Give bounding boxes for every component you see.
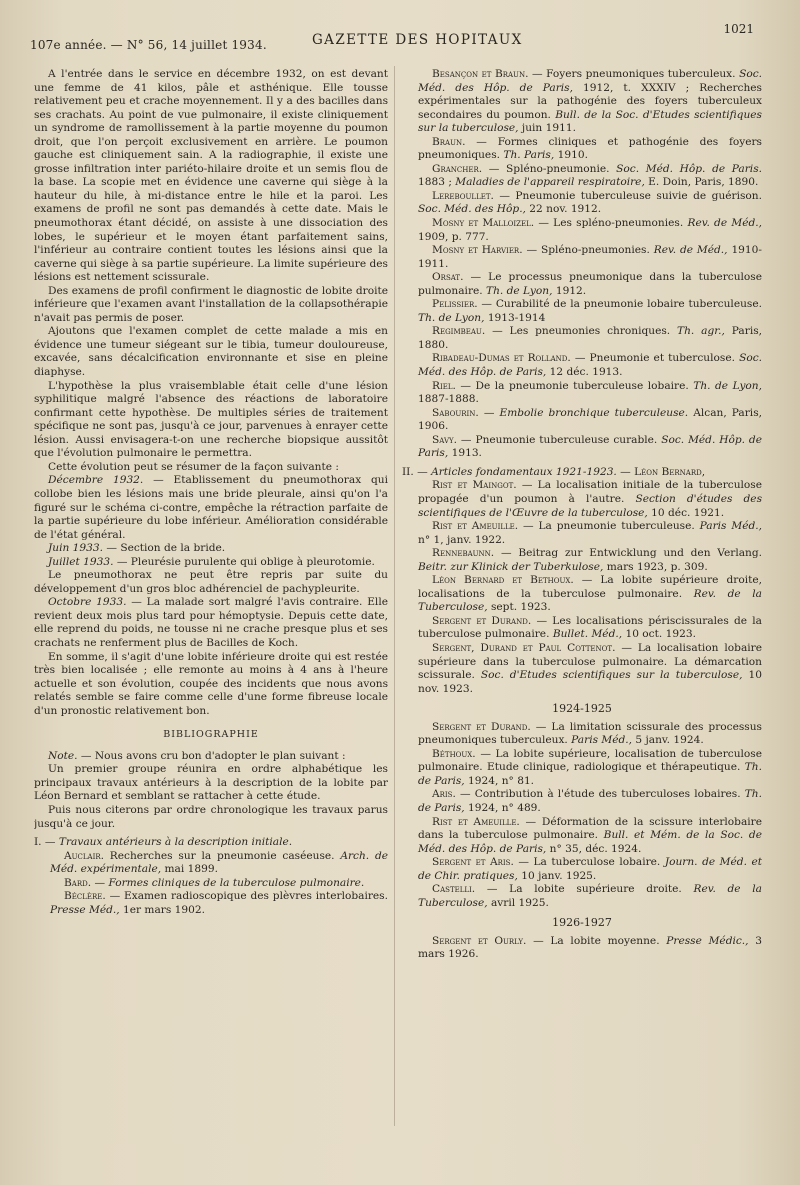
- reference-entry: Mosny et Harvier. — Spléno-pneumonies. Rev. de Méd., 1910-1911.: [418, 244, 762, 270]
- reference-entry: Sergent et Durand. — Les localisations périscissurales de la tuberculose pulmonaire. Bullet. Méd., 10 oct. 1923.: [418, 614, 762, 641]
- reference-entry: Bard. — Formes cliniques de la tuberculose pulmonaire.: [64, 876, 365, 889]
- bibliography-note: Note. — Nous avons cru bon d'adopter le plan suivant :: [48, 749, 346, 762]
- reference-entry: Regimbeau. — Les pneumonies chroniques. Th. agr., Paris, 1880.: [418, 325, 762, 351]
- bibliography-heading: BIBLIOGRAPHIE: [163, 729, 259, 741]
- reference-entry: Sergent et Ourly. — La lobite moyenne. Presse Médic., 3 mars 1926.: [418, 934, 762, 961]
- evolution-entry: Décembre 1932. — Etablissement du pneumothorax qui collobe bien les lésions mais une bride pleurale, ainsi qu'on l'a figuré sur le schéma ci-contre, empêche la rétraction parfaite de la partie supérieure du lobe inférieur. Amélioration considérable de l'état général.: [34, 474, 388, 541]
- reference-entry: Riel. — De la pneumonie tuberculeuse lobaire. Th. de Lyon, 1887-1888.: [418, 379, 762, 406]
- evolution-entry: Juin 1933. — Section de la bride.: [48, 542, 226, 555]
- reference-entry: Béclère. — Examen radioscopique des plèvres interlobaires. Presse Méd., 1er mars 1902.: [50, 890, 388, 916]
- body-paragraph: Le pneumothorax ne peut être repris par suite du développement d'un gros bloc adhérenciel de pachypleurite.: [34, 569, 388, 595]
- reference-entry: Orsat. — Le processus pneumonique dans la tuberculose pulmonaire. Th. de Lyon, 1912.: [418, 271, 762, 297]
- left-column: [34, 68, 388, 1178]
- body-paragraph: A l'entrée dans le service en décembre 1932, on est devant une femme de 41 kilos, pâle et asthénique. Elle tousse relativement peu et crache moyennement. Il y a des bacilles dans ses crachats. Au point de vue pulmonaire, il existe cliniquement un syndrome de ramollissement à la partie moyenne du poumon droit, que l'on perçoit exclusivement en arrière. Le poumon gauche est cliniquement sain. A la radiographie, il existe une grosse infiltration inter pariéto-hilaire droite et un semis flou de la base. La scopie met en évidence une caverne qui siège à la hauteur du hile, à mi-distance entre le hile et la paroi. Les examens de profil ne sont pas demandés à cette date. Mais le pneumothorax étant décidé, on assiste à une dissociation des lobes, le supérieur et le moyen étant parfaitement sains, l'inférieur au contraire contient toutes les lésions ainsi que la caverne qui siège à sa partie supérieure. La limite supérieure des lésions est nettement scissurale.: [34, 68, 388, 284]
- year-heading-1924: 1924-1925: [552, 702, 612, 716]
- reference-entry: Savy. — Pneumonie tuberculeuse curable. Soc. Méd. Hôp. de Paris, 1913.: [418, 433, 762, 460]
- body-paragraph: En somme, il s'agit d'une lobite inférieure droite qui est restée très bien localisée ; elle remonte au moins à 4 ans à l'heure actuelle et son évolution, coupée des incidents que nous avons relatés semble se faire comme celle d'une forme fibreuse locale d'un pronostic relativement bon.: [34, 650, 388, 717]
- reference-entry: Mosny et Malloizel. — Les spléno-pneumonies. Rev. de Méd., 1909, p. 777.: [418, 217, 762, 243]
- reference-entry: Auclair. Recherches sur la pneumonie caséeuse. Arch. de Méd. expérimentale, mai 1899.: [50, 849, 388, 876]
- reference-entry: Rist et Maingot. — La localisation initiale de la tuberculose propagée d'un poumon à l'autre. Section d'études des scientifiques de l'Œuvre de la tuberculose, 10 déc. 1921.: [418, 479, 762, 519]
- reference-entry: Grancher. — Spléno-pneumonie. Soc. Méd. Hôp. de Paris. 1883 ; Maladies de l'appareil respiratoire, E. Doin, Paris, 1890.: [418, 162, 762, 189]
- reference-entry: Sergent et Aris. — La tuberculose lobaire. Journ. de Méd. et de Chir. pratiques, 10 janv. 1925.: [418, 856, 762, 882]
- column-divider: [394, 66, 395, 1126]
- reference-entry: Sabourin. — Embolie bronchique tuberculeuse. Alcan, Paris, 1906.: [418, 406, 762, 433]
- reference-entry: Rist et Ameuille. — Déformation de la scissure interlobaire dans la tuberculose pulmonaire. Bull. et Mém. de la Soc. de Méd. des Hôp. de Paris, n° 35, déc. 1924.: [418, 815, 762, 855]
- section-1-title: I. — Travaux antérieurs à la description initiale.: [34, 836, 293, 849]
- reference-entry: Rist et Ameuille. — La pneumonie tuberculeuse. Paris Méd., n° 1, janv. 1922.: [418, 520, 762, 546]
- reference-entry: Castelli. — La lobite supérieure droite. Rev. de la Tuberculose, avril 1925.: [418, 883, 762, 909]
- right-column: [402, 68, 762, 1178]
- reference-entry: Rennebaunn. — Beitrag zur Entwicklung und den Verlang. Beitr. zur Klinick der Tuberkulose, mars 1923, p. 309.: [418, 547, 762, 573]
- body-paragraph: Des examens de profil confirment le diagnostic de lobite droite inférieure que l'examen avant l'installation de la collapsothérapie n'avait pas permis de poser.: [34, 284, 388, 324]
- journal-title: GAZETTE DES HOPITAUX: [312, 32, 523, 48]
- reference-entry: Pelissier. — Curabilité de la pneumonie lobaire tuberculeuse. Th. de Lyon, 1913-1914: [418, 298, 762, 324]
- reference-entry: Ribadeau-Dumas et Rolland. — Pneumonie et tuberculose. Soc. Méd. des Hôp. de Paris, 12 déc. 1913.: [418, 352, 762, 379]
- reference-entry: Béthoux. — La lobite supérieure, localisation de tuberculose pulmonaire. Etude clinique, radiologique et thérapeutique. Th. de Paris, 1924, n° 81.: [418, 747, 762, 787]
- reference-entry: Braun. — Formes cliniques et pathogénie des foyers pneumoniques. Th. Paris, 1910.: [418, 135, 762, 162]
- reference-entry: Besançon et Braun. — Foyers pneumoniques tuberculeux. Soc. Méd. des Hôp. de Paris, 1912, t. XXXIV ; Recherches expérimentales sur la pathogénie des foyers tuberculeux secondaires du poumon. Bull. de la Soc. d'Etudes scientifiques sur la tuberculose, juin 1911.: [418, 68, 762, 135]
- reference-entry: Sergent et Durand. — La limitation scissurale des processus pneumoniques tuberculeux. Paris Méd., 5 janv. 1924.: [418, 720, 762, 747]
- evolution-entry-octobre: Octobre 1933. — La malade sort malgré l'avis contraire. Elle revient deux mois plus tard pour hémoptysie. Depuis cette date, elle reprend du poids, ne tousse ni ne crache presque plus et ses crachats ne renferment plus de Bacilles de Koch.: [34, 596, 388, 649]
- body-paragraph: Cette évolution peut se résumer de la façon suivante :: [48, 460, 339, 473]
- bibliography-intro: Un premier groupe réunira en ordre alphabétique les principaux travaux antérieurs à la description de la lobite par Léon Bernard et semblant se rattacher à cette étude.: [34, 763, 388, 803]
- reference-entry: Sergent, Durand et Paul Cottenot. — La localisation lobaire supérieure dans la tuberculose pulmonaire. La démarcation scissurale. Soc. d'Etudes scientifiques sur la tuberculose, 10 nov. 1923.: [418, 641, 762, 695]
- reference-entry: Léon Bernard et Bethoux. — La lobite supérieure droite, localisations de la tuberculose pulmonaire. Rev. de la Tuberculose, sept. 1923.: [418, 574, 762, 614]
- evolution-entry: Juillet 1933. — Pleurésie purulente qui oblige à pleurotomie.: [48, 555, 375, 568]
- body-paragraph: Ajoutons que l'examen complet de cette malade a mis en évidence une tumeur siégeant sur le tibia, tumeur douloureuse, excavée, sans décalcification environnante et sise en pleine diaphyse.: [34, 325, 388, 379]
- page-number: 1021: [723, 22, 754, 36]
- bibliography-intro: Puis nous citerons par ordre chronologique les travaux parus jusqu'à ce jour.: [34, 803, 388, 830]
- issue-info: 107e année. — N° 56, 14 juillet 1934.: [30, 38, 267, 52]
- reference-entry: Lereboullet. — Pneumonie tuberculeuse suivie de guérison. Soc. Méd. des Hôp., 22 nov. 1912.: [418, 189, 762, 216]
- body-paragraph: L'hypothèse la plus vraisemblable était celle d'une lésion syphilitique malgré l'absence des réactions de laboratoire confirmant cette hypothèse. De multiples séries de traitement spécifique ne sont pas, jusqu'à ce jour, parvenues à enrayer cette lésion. Aussi envisagera-t-on une recherche biopsique aussitôt que l'évolution pulmonaire le permettra.: [34, 379, 388, 460]
- reference-entry: Aris. — Contribution à l'étude des tuberculoses lobaires. Th. de Paris, 1924, n° 489.: [418, 788, 762, 814]
- section-2-title: II. — Articles fondamentaux 1921-1923. — Léon Bernard,: [402, 465, 706, 478]
- page-header: [30, 22, 754, 56]
- year-heading-1926: 1926-1927: [552, 916, 612, 930]
